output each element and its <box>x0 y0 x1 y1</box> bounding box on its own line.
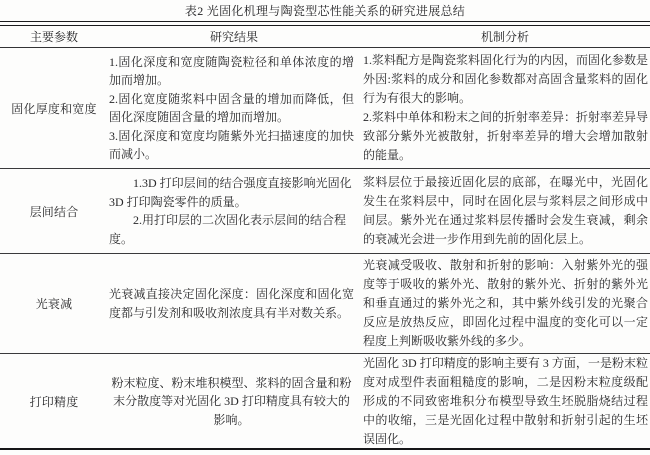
table-caption: 表2 光固化机理与陶瓷型芯性能关系的研究进展总结 <box>184 4 466 18</box>
table-header-row <box>0 26 650 48</box>
result-item: 2.用打印层的二次固化表示层间的结合程度。 <box>109 213 347 246</box>
result-item: 3.固化深度和宽度均随紫外光扫描速度的加快而减小。 <box>109 128 354 161</box>
table-row <box>0 169 650 254</box>
result-item: 粉末粒度、粉末堆积模型、浆料的固含量和粉末分散度等对光固化 3D 打印精度具有较大的影响。 <box>111 375 352 427</box>
results-cell <box>108 374 360 430</box>
parameter-cell: 光衰减 <box>35 297 73 311</box>
parameter-cell: 层间结合 <box>29 204 79 219</box>
mechanism-cell <box>360 173 650 249</box>
mechanism-cell <box>360 51 650 165</box>
mechanism-item: 1.浆料配方是陶瓷浆料固化行为的内因，而固化参数是外因:浆料的成分和固化参数都对高固含量浆料的固化行为有很大的影响。 <box>363 53 649 105</box>
parameter-cell: 打印精度 <box>29 395 79 409</box>
mechanism-item: 浆料层位于最接近固化层的底部，在曝光中，光固化发生在浆料层中，同时在固化层与浆料层之间形成中间层。紫外光在通过浆料层传播时会发生衰减，剩余的衰减光会进一步作用到先前的固化层上。 <box>363 175 648 246</box>
mechanism-item: 光衰减受吸收、散射和折射的影响：入射紫外光的强度等于吸收的紫外光、散射的紫外光、折射的紫外光和垂直通过的紫外光之和，其中紫外线引发的光聚合反应是放热反应，即固化过程中温度的变化可以一定程度上判断吸收紫外线的多少。 <box>363 258 648 348</box>
result-item: 光衰减直接决定固化深度：固化深度和固化宽度都与引发剂和吸收剂浓度具有半对数关系。 <box>109 287 354 320</box>
table-row <box>0 354 650 450</box>
column-header-parameter: 主要参数 <box>29 30 78 44</box>
mechanism-cell <box>360 256 650 351</box>
mechanism-item: 2.浆料中单体和粉末之间的折射率差异：折射率差异导致部分紫外光被散射，折射率差异的增大会增加散射的能量。 <box>363 110 649 162</box>
results-cell <box>108 285 360 322</box>
results-cell <box>108 53 360 164</box>
parameter-cell: 固化厚度和宽度 <box>11 101 97 116</box>
result-item: 1.3D 打印层间的结合强度直接影响光固化 3D 打印陶瓷零件的质量。 <box>109 176 352 209</box>
results-cell <box>108 174 360 248</box>
table-row <box>0 254 650 354</box>
column-header-mechanism: 机制分析 <box>480 30 529 44</box>
table-row <box>0 48 650 169</box>
mechanism-item: 光固化 3D 打印精度的影响主要有 3 方面，一是粉末粒度对成型件表面粗糙度的影响，二是因粉末粒度级配形成的不同致密堆积分布模型导致生坯脱脂烧结过程中的收缩，三是光固化过程中散射和折射引起的生坯误固化。 <box>363 356 648 446</box>
result-item: 2.固化宽度随浆料中固含量的增加而降低，但固化深度随固含量的增加而增加。 <box>109 91 354 124</box>
column-header-results: 研究结果 <box>209 30 258 44</box>
mechanism-cell <box>360 354 650 449</box>
result-item: 1.固化深度和宽度随陶瓷粒径和单体浓度的增加而增加。 <box>109 54 354 87</box>
